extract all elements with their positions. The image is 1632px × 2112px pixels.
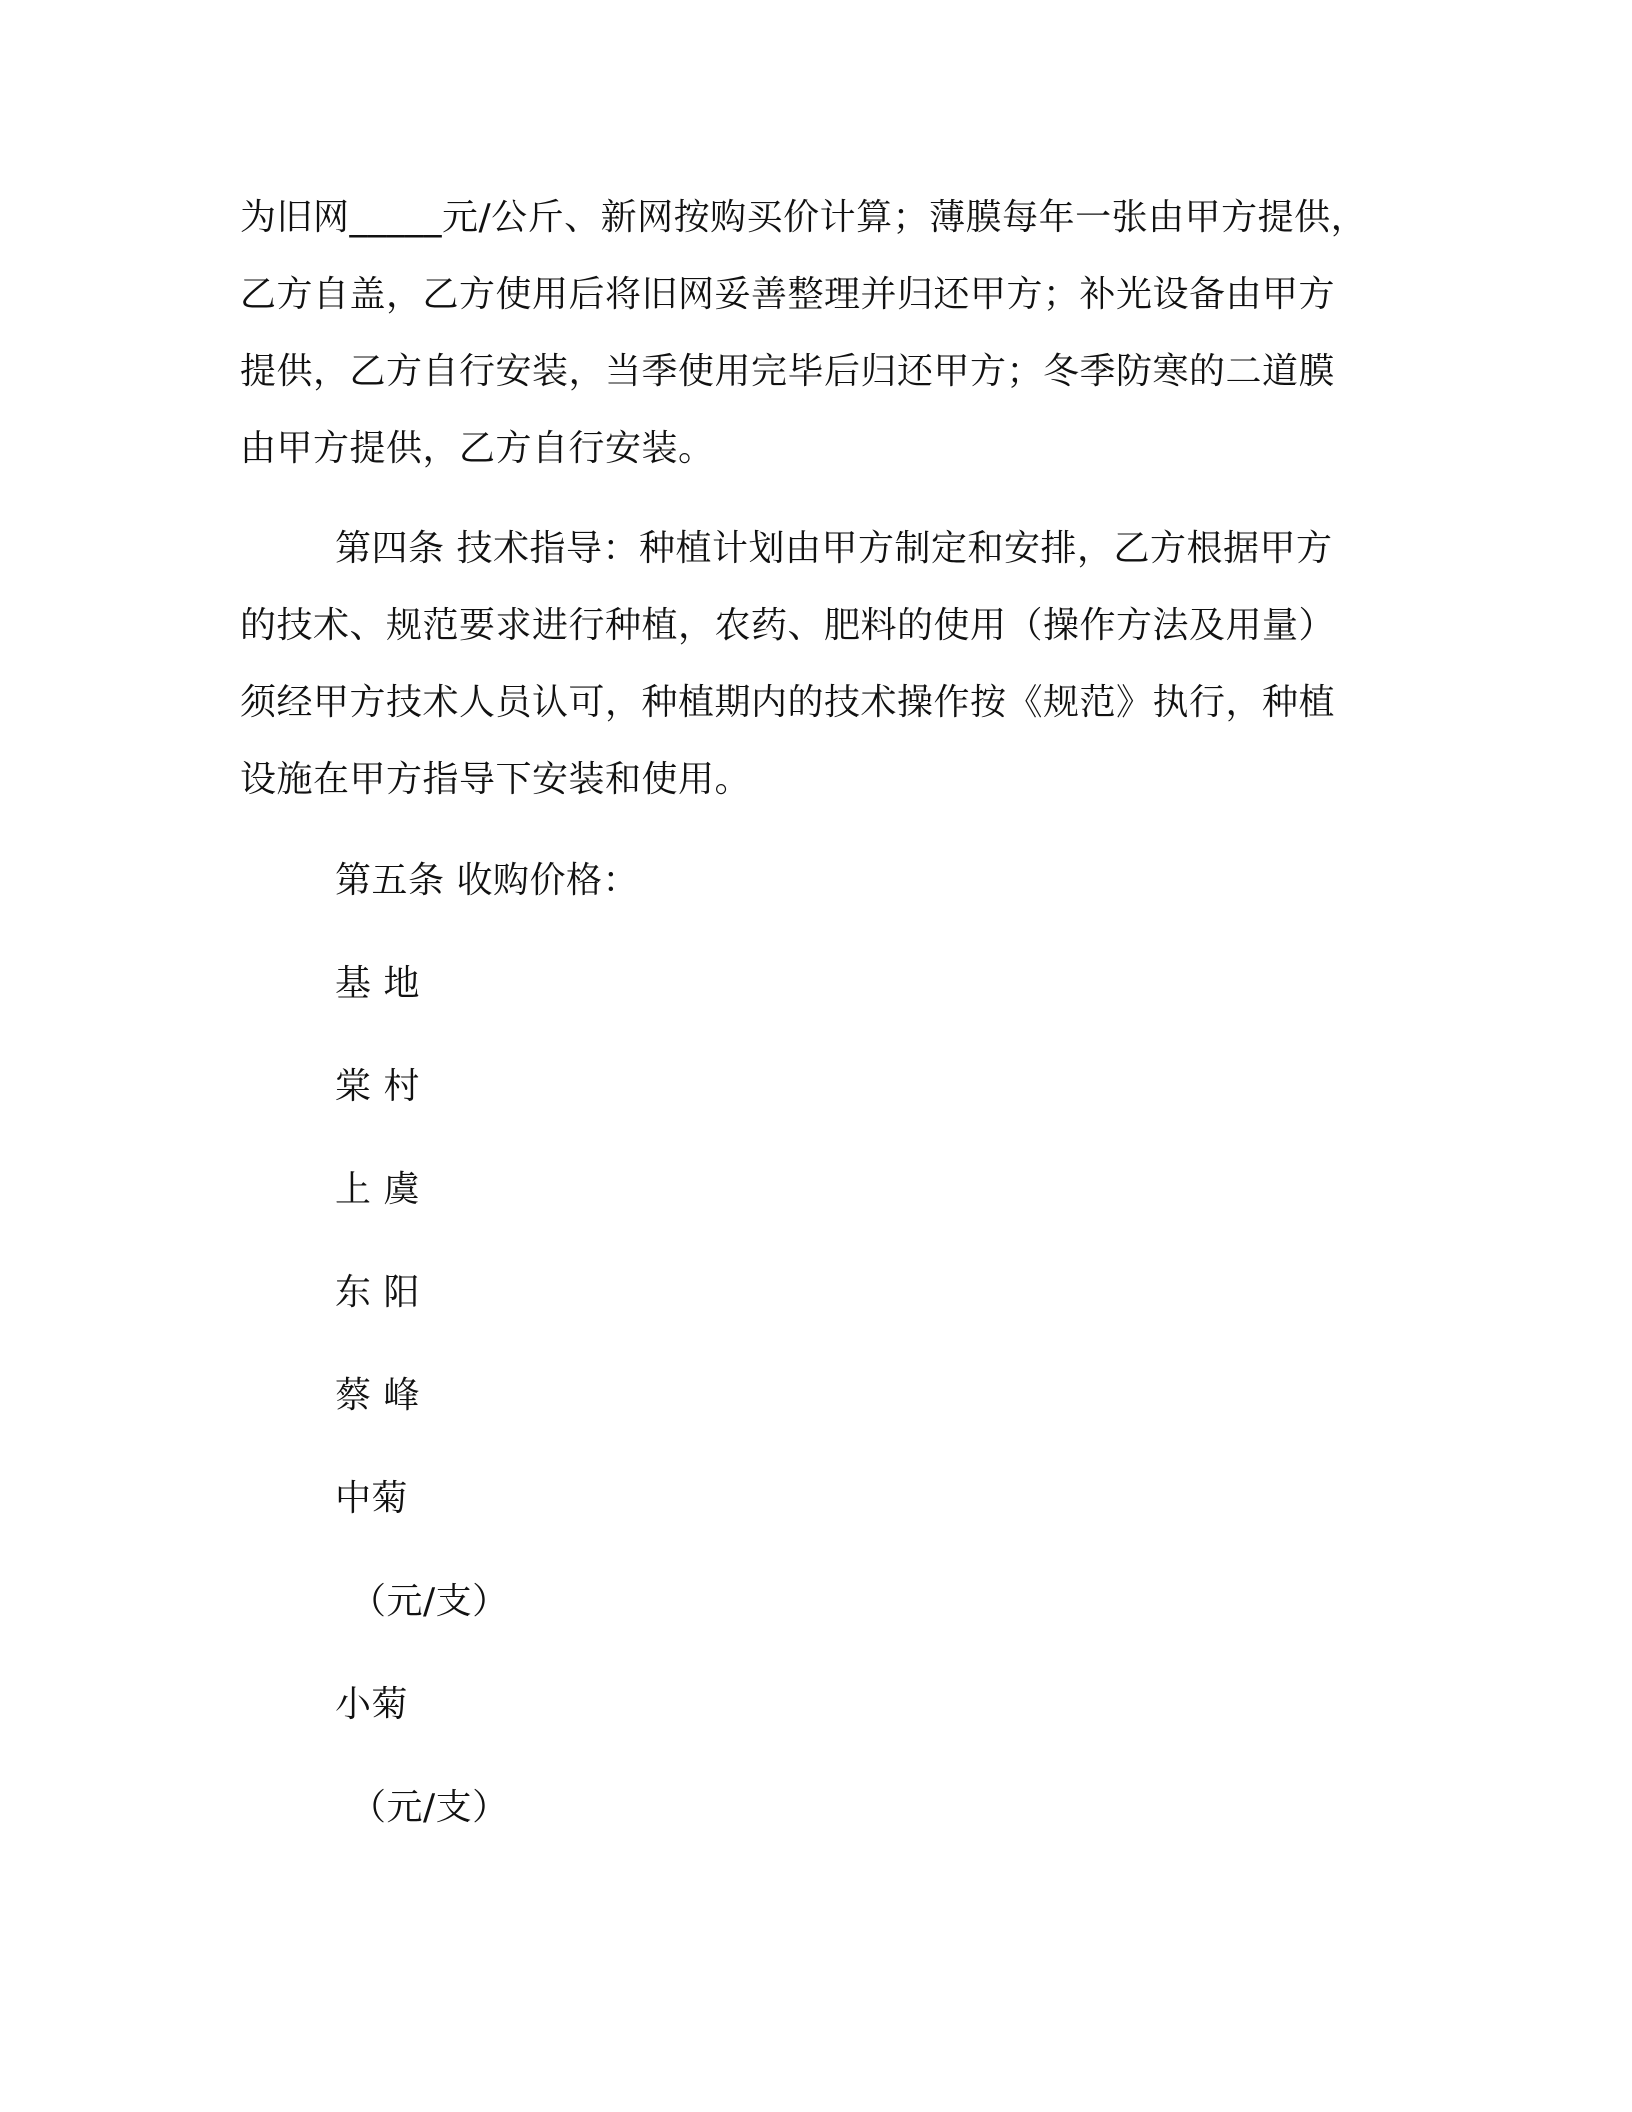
paragraph-1-line-4: 由甲方提供，乙方自行安装。: [240, 428, 715, 469]
article-5-heading: 第五条 收购价格：: [335, 860, 639, 901]
paragraph-1-line-2: 乙方自盖，乙方使用后将旧网妥善整理并归还甲方；补光设备由甲方: [240, 274, 1336, 315]
article-4-line-1: 第四条 技术指导：种植计划由甲方制定和安排，乙方根据甲方: [335, 528, 1333, 569]
price-unit-zhongju: （元/支）: [350, 1581, 509, 1622]
price-item-xiaoju: 小菊: [335, 1684, 409, 1725]
price-item-dongyang: 东 阳: [335, 1272, 420, 1313]
price-unit-xiaoju: （元/支）: [350, 1787, 509, 1828]
article-4-line-2: 的技术、规范要求进行种植，农药、肥料的使用（操作方法及用量）: [240, 605, 1336, 646]
price-item-base: 基 地: [335, 963, 420, 1004]
price-item-tangcun: 棠 村: [335, 1066, 420, 1107]
price-item-zhongju: 中菊: [335, 1478, 409, 1519]
paragraph-1-line-1: 为旧网_____元/公斤、新网按购买价计算；薄膜每年一张由甲方提供，: [240, 197, 1368, 238]
article-4-line-3: 须经甲方技术人员认可，种植期内的技术操作按《规范》执行，种植: [240, 682, 1336, 723]
price-item-shangyu: 上 虞: [335, 1169, 420, 1210]
article-4-line-4: 设施在甲方指导下安装和使用。: [240, 759, 752, 800]
paragraph-1-line-3: 提供，乙方自行安装，当季使用完毕后归还甲方；冬季防寒的二道膜: [240, 351, 1336, 392]
price-item-caifeng: 蔡 峰: [335, 1375, 420, 1416]
